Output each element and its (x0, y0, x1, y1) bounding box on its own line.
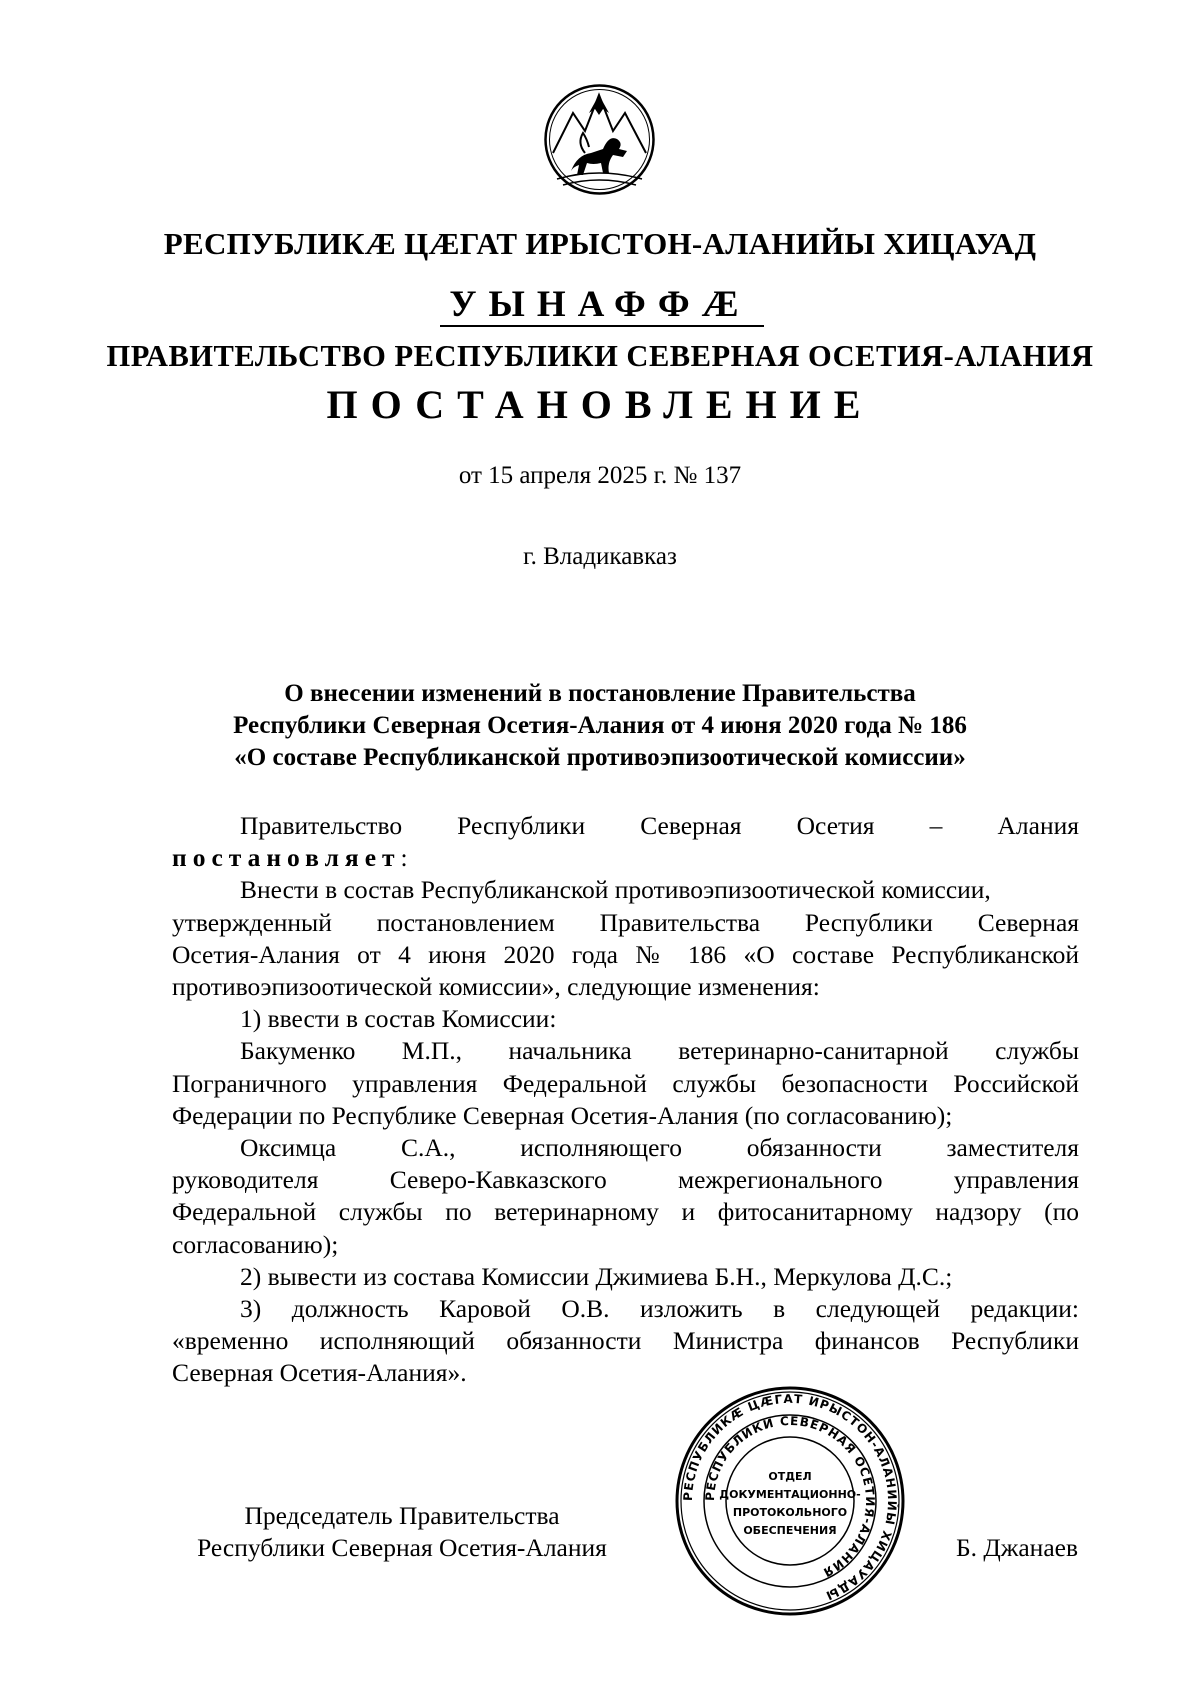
header-underline (440, 325, 764, 327)
stamp-middle-text: РЕСПУБЛИКИ СЕВЕРНАЯ ОСЕТИЯ-АЛАНИЯ (702, 1413, 878, 1580)
official-seal-icon (673, 1384, 907, 1618)
body-preamble: Правительство Республики Северная Осетия – Алания (240, 811, 1079, 840)
body-item: Федерации по Республике Северная Осетия-Алания (по согласованию); (172, 1100, 953, 1130)
body-item: 1) ввести в состав Комиссии: (240, 1004, 557, 1034)
government-title-russian: ПРАВИТЕЛЬСТВО РЕСПУБЛИКИ СЕВЕРНАЯ ОСЕТИЯ-АЛАНИЯ (106, 339, 1094, 373)
body-item: Бакуменко М.П., начальника ветеринарно-санитарной службы (240, 1036, 1079, 1066)
body-decides-line (172, 842, 1079, 874)
body-paragraph: Осетия-Алания от 4 июня 2020 года № 186 «О составе Республиканской (172, 939, 1079, 969)
stamp-center-text: ОТДЕЛ (768, 1470, 812, 1483)
body-item: Оксимца С.А., исполняющего обязанности заместителя (240, 1133, 1079, 1163)
subject-line: О внесении изменений в постановление Правительства (284, 680, 916, 707)
signatory-position-line: Председатель Правительства (244, 1501, 560, 1530)
body-item: согласованию); (172, 1229, 339, 1259)
body-item: Пограничного управления Федеральной службы безопасности Российской (172, 1068, 1079, 1098)
document-city: г. Владикавказ (523, 543, 677, 570)
document-body (172, 810, 1079, 1390)
document-date-number: от 15 апреля 2025 г. № 137 (458, 462, 742, 489)
subject-line: Республики Северная Осетия-Алания от 4 июня 2020 года № 186 (233, 712, 967, 739)
subject-line: «О составе Республиканской противоэпизоотической комиссии» (234, 744, 966, 771)
body-item: Северная Осетия-Алания». (172, 1358, 467, 1388)
stamp-center-text: ПРОТОКОЛЬНОГО (732, 1506, 848, 1519)
stamp-center-text: ОБЕСПЕЧЕНИЯ (743, 1524, 837, 1537)
body-decides-colon: : (400, 843, 408, 873)
document-type-ossetian: УЫНАФФÆ (449, 284, 751, 325)
body-item: руководителя Северо-Кавказского межрегионального управления (172, 1165, 1079, 1195)
stamp-outer-text: РЕСПУБЛИКÆ ЦÆГАТ ИРЫСТОН-АЛАНИЙЫ ХИЦАУАДЫ (680, 1391, 900, 1604)
body-item: «временно исполняющий обязанности Министра финансов Республики (172, 1326, 1079, 1356)
body-paragraph: противоэпизоотической комиссии», следующие изменения: (172, 972, 820, 1002)
body-item: Федеральной службы по ветеринарному и фитосанитарному надзору (по (172, 1197, 1079, 1227)
body-item: 2) вывести из состава Комиссии Джимиева Б.Н., Меркулова Д.С.; (240, 1261, 953, 1291)
body-paragraph: Внести в состав Республиканской противоэпизоотической комиссии, (240, 875, 991, 905)
stamp-center-text: ДОКУМЕНТАЦИОННО- (719, 1488, 861, 1501)
document-subject (0, 678, 1200, 774)
body-paragraph: утвержденный постановлением Правительства Республики Северная (172, 907, 1079, 937)
government-title-ossetian: РЕСПУБЛИКÆ ЦÆГАТ ИРЫСТОН-АЛАНИЙЫ ХИЦАУАД (163, 226, 1037, 261)
signatory-name: Б. Джанаев (955, 1533, 1078, 1562)
coat-of-arms-icon (543, 83, 656, 196)
signatory-position (172, 1500, 632, 1564)
body-item: 3) должность Каровой О.В. изложить в следующей редакции: (240, 1294, 1079, 1324)
body-decides-word: постановляет (172, 843, 401, 873)
signatory-position-line: Республики Северная Осетия-Алания (197, 1533, 607, 1562)
document-type-russian: ПОСТАНОВЛЕНИЕ (326, 382, 874, 427)
